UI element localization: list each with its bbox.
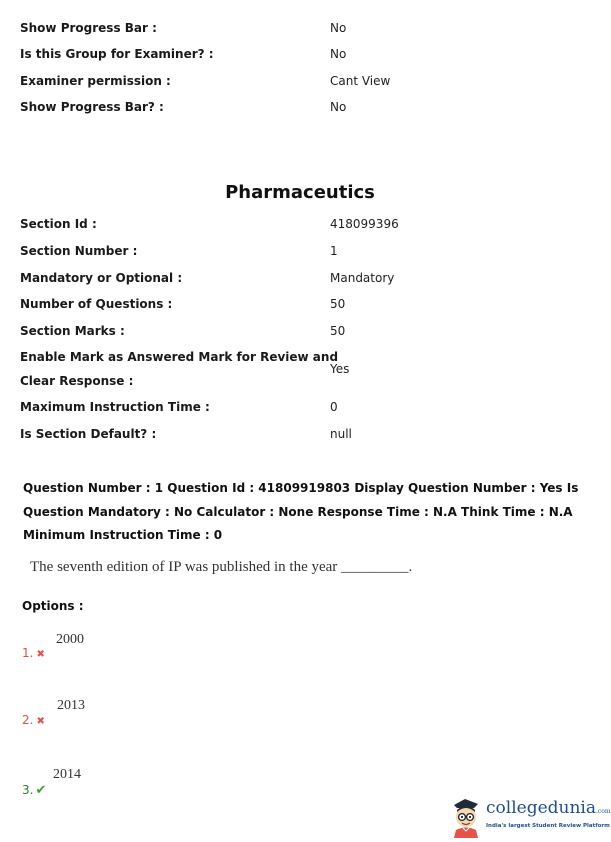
logo-wordmark: [486, 798, 611, 818]
section-title: Pharmaceutics: [225, 182, 375, 203]
option-1: [22, 646, 45, 660]
collegedunia-logo: [448, 796, 611, 838]
option-3-answer: 2014: [53, 767, 81, 782]
section-value-mandatory: Mandatory: [330, 271, 395, 285]
section-label-num-questions: Number of Questions :: [20, 297, 173, 311]
checkmark-icon: ✔: [35, 783, 47, 798]
section-value-marks: 50: [330, 324, 346, 338]
section-label-default: Is Section Default? :: [20, 427, 157, 441]
option-2: [22, 713, 45, 727]
setting-label-examiner-permission: Examiner permission :: [20, 74, 171, 88]
setting-value-examiner-permission: Cant View: [330, 74, 391, 88]
setting-value-show-progress-bar-2: No: [330, 100, 347, 114]
cross-icon: ✖: [36, 716, 45, 727]
section-value-number: 1: [330, 244, 338, 258]
section-value-num-questions: 50: [330, 297, 346, 311]
section-value-default: null: [330, 427, 352, 441]
section-value-enable-mark: Yes: [330, 362, 350, 376]
cross-icon: ✖: [36, 649, 45, 660]
setting-label-show-progress-bar-2: Show Progress Bar? :: [20, 100, 164, 114]
option-2-number: 2.: [22, 713, 34, 727]
question-info: Question Number : 1 Question Id : 41809919803 Display Question Number : Yes Is Question Mandatory : No Calculator : None Response Time : N.A Think Time : N.A Minimum Instruction Time : 0: [23, 481, 579, 542]
mascot-icon: [448, 796, 484, 838]
option-2-answer: 2013: [57, 698, 85, 713]
section-label-id: Section Id :: [20, 217, 97, 231]
section-label-marks: Section Marks :: [20, 324, 125, 338]
logo-name-text: collegedunia: [486, 798, 596, 818]
section-value-max-instruction-time: 0: [330, 400, 338, 414]
section-label-max-instruction-time: Maximum Instruction Time :: [20, 400, 210, 414]
setting-value-show-progress-bar: No: [330, 21, 347, 35]
option-1-number: 1.: [22, 646, 34, 660]
options-label: Options :: [22, 599, 84, 613]
section-label-enable-mark-line2: Clear Response :: [20, 374, 134, 388]
section-value-id: 418099396: [330, 217, 399, 231]
option-3-number: 3.: [22, 783, 34, 797]
question-text: The seventh edition of IP was published in the year _________.: [30, 559, 413, 575]
option-3: [22, 783, 46, 798]
section-label-enable-mark-line1: Enable Mark as Answered Mark for Review and: [20, 350, 339, 364]
setting-label-group-for-examiner: Is this Group for Examiner? :: [20, 47, 214, 61]
setting-value-group-for-examiner: No: [330, 47, 347, 61]
section-label-number: Section Number :: [20, 244, 138, 258]
setting-label-show-progress-bar: Show Progress Bar :: [20, 21, 157, 35]
logo-tagline: India's largest Student Review Platform: [486, 823, 610, 829]
section-label-mandatory: Mandatory or Optional :: [20, 271, 183, 285]
option-1-answer: 2000: [56, 632, 84, 647]
logo-suffix: .com: [596, 808, 611, 815]
